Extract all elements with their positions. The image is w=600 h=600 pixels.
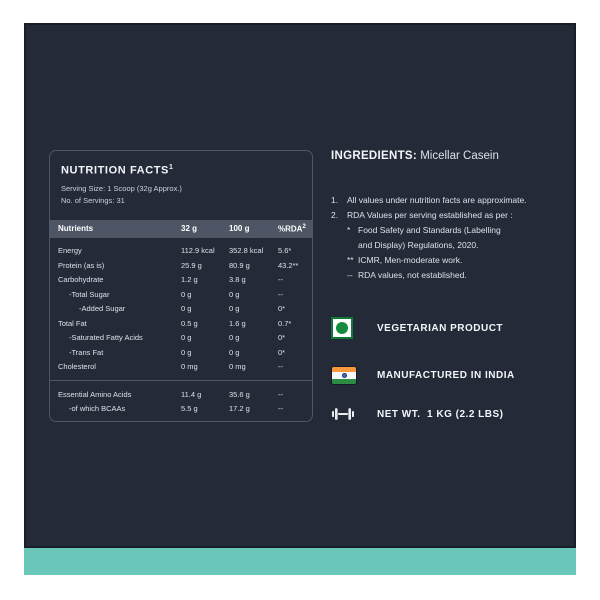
value-100g: 0 g [229,347,240,357]
table-row [50,345,312,360]
nutrient-name: Carbohydrate [58,275,104,285]
flag-white-stripe [332,372,356,379]
serving-size-text: Serving Size: 1 Scoop (32g Approx.) [61,183,182,193]
footnote-subitem [331,223,576,238]
table-row [50,402,312,417]
value-100g: 0 g [229,304,240,314]
vegetarian-badge [331,316,503,340]
table-section-divider [50,380,312,381]
value-32g: 0 g [181,289,192,299]
table-row [50,316,312,331]
footnote-number: 1. [331,195,339,205]
net-weight-label: NET WT. 1 KG (2.2 LBS) [377,408,504,420]
header-100g: 100 g [229,224,250,234]
footnote-number: 2. [331,210,339,220]
ingredients-value: Micellar Casein [417,150,499,162]
veg-mark-icon [331,317,357,339]
value-32g: 0 g [181,347,192,357]
value-32g: 0 mg [181,362,198,372]
footnote-item [331,193,576,208]
value-rda: 43.2** [278,260,299,270]
nutrient-name: -Total Sugar [69,289,110,299]
value-rda: -- [278,389,283,399]
header-rda [278,224,306,234]
value-100g: 0 g [229,333,240,343]
header-rda-text: %RDA [278,224,303,234]
header-nutrients: Nutrients [58,224,94,234]
footnotes [331,193,576,283]
value-32g: 0 g [181,333,192,343]
footnote-continuation: and Display) Regulations, 2020. [358,240,479,250]
nutrients-table-body [50,238,312,417]
value-32g: 112.9 kcal [181,246,215,256]
table-row [50,287,312,302]
footnote-text: ICMR, Men-moderate work. [358,255,463,265]
value-rda: 0.7* [278,318,292,328]
nutrients-table-header [50,220,312,238]
footnote-subitem [331,268,576,283]
value-32g: 0.5 g [181,318,198,328]
table-row [50,258,312,273]
nutrient-name: Cholesterol [58,362,96,372]
value-rda: 0* [278,304,286,314]
value-32g: 25.9 g [181,260,202,270]
footnote-text: RDA Values per serving established as per : [347,210,513,220]
table-row [50,331,312,346]
nutrient-name: -of which BCAAs [69,404,126,414]
nutrient-name: Energy [58,246,82,256]
value-32g: 1.2 g [181,275,198,285]
net-weight-badge [331,402,504,426]
footnote-marker: ** [347,255,354,265]
value-rda: 0* [278,333,286,343]
value-100g: 35.6 g [229,389,250,399]
footnote-subitem [331,253,576,268]
dumbbell-icon [331,406,357,422]
footnote-item [331,208,576,223]
title-footnote-marker: 1 [169,164,174,171]
nutrition-facts-box [49,150,313,422]
nutrient-name: Essential Amino Acids [58,389,132,399]
india-flag-icon [331,366,357,385]
value-rda: 5.6* [278,246,292,256]
footnote-text: RDA values, not established. [358,270,467,280]
veg-mark-square [331,317,353,339]
value-rda: -- [278,275,283,285]
table-row [50,387,312,402]
nutrition-facts-title [61,162,301,177]
table-row [50,273,312,288]
value-100g: 1.6 g [229,318,246,328]
flag-green-stripe [332,379,356,384]
table-row [50,360,312,375]
value-100g: 3.8 g [229,275,246,285]
footnote-marker: -- [347,270,353,280]
ingredients-line [331,150,571,163]
value-32g: 5.5 g [181,404,198,414]
label-panel [24,23,576,548]
made-in-india-label: MANUFACTURED IN INDIA [377,369,515,381]
table-row [50,302,312,317]
value-32g: 0 g [181,304,192,314]
servings-count-text: No. of Servings: 31 [61,195,125,205]
india-flag [331,366,357,385]
table-row [50,244,312,259]
nutrient-name: -Saturated Fatty Acids [69,333,143,343]
value-100g: 17.2 g [229,404,250,414]
ingredients-label: INGREDIENTS: [331,150,418,162]
nutrient-name: Protein (as is) [58,260,105,270]
made-in-india-badge [331,363,515,387]
value-100g: 80.9 g [229,260,250,270]
footnote-marker: * [347,225,351,235]
vegetarian-badge-label: VEGETARIAN PRODUCT [377,322,504,334]
value-100g: 352.8 kcal [229,246,264,256]
value-100g: 0 mg [229,362,246,372]
footnote-text: All values under nutrition facts are approximate. [347,195,527,205]
value-rda: -- [278,362,283,372]
flag-chakra [342,373,347,378]
accent-strip [24,548,576,575]
value-32g: 11.4 g [181,389,202,399]
dumbbell-glyph [331,406,355,422]
value-100g: 0 g [229,289,240,299]
footnote-text: Food Safety and Standards (Labelling [358,225,501,235]
rda-footnote-marker: 2 [302,223,306,230]
veg-mark-dot [336,322,348,334]
value-rda: -- [278,289,283,299]
nutrition-facts-title-text: NUTRITION FACTS [61,164,169,177]
nutrient-name: -Added Sugar [79,304,126,314]
value-rda: -- [278,404,283,414]
nutrient-name: Total Fat [58,318,87,328]
nutrient-name: -Trans Fat [69,347,104,357]
value-rda: 0* [278,347,286,357]
header-32g: 32 g [181,224,198,234]
